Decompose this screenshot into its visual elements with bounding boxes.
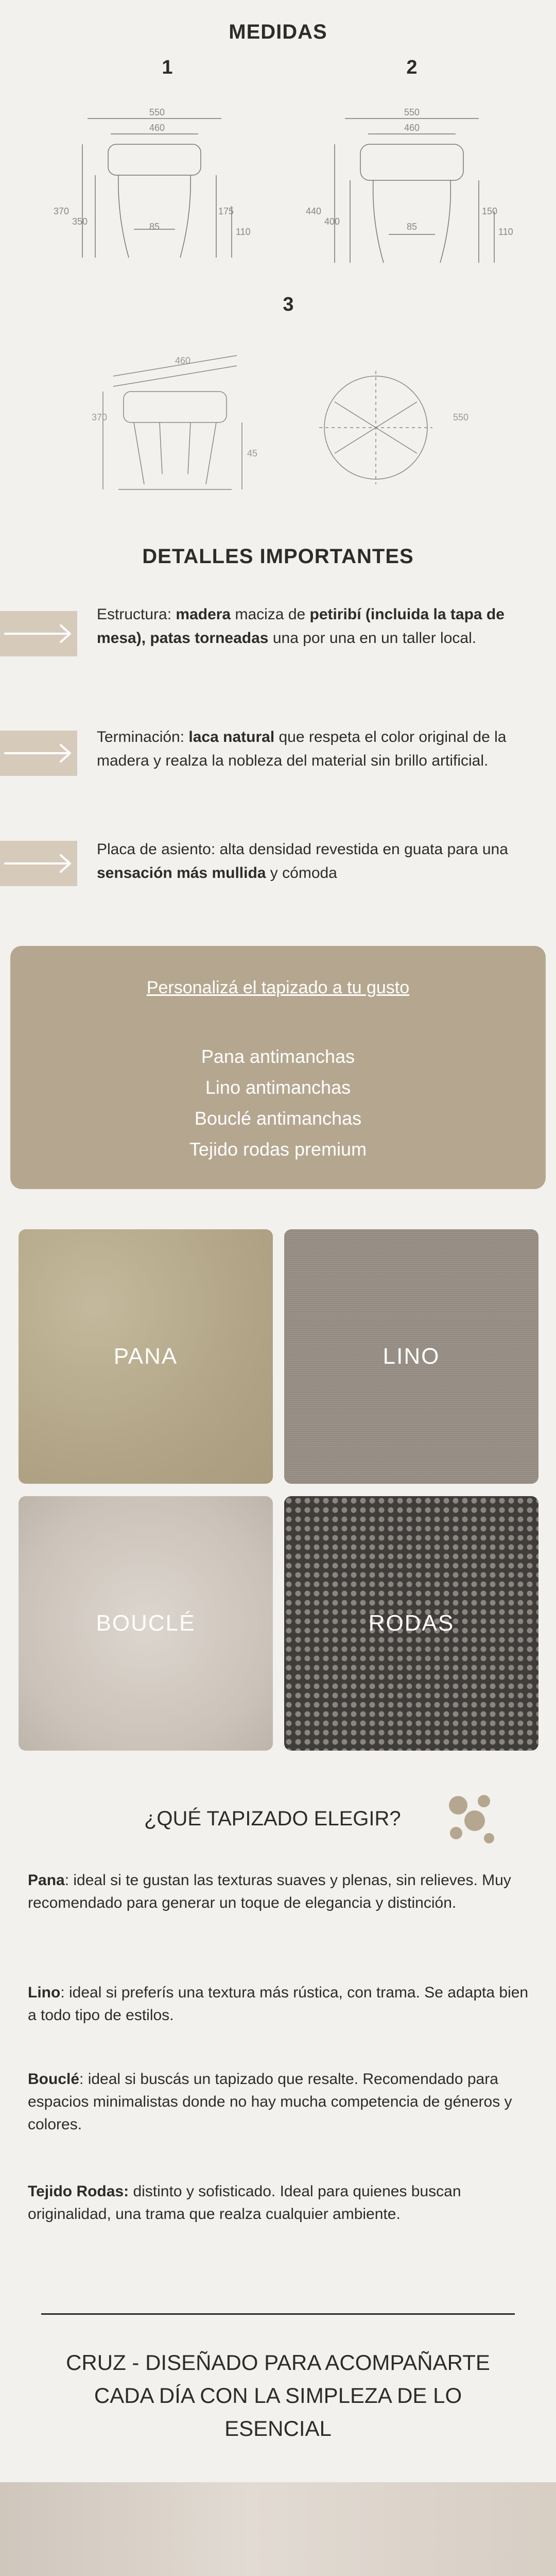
- personaliza-panel: [10, 946, 546, 1189]
- detail-arrow-3: [0, 841, 77, 886]
- d2-inner-width-label: 460: [404, 123, 420, 133]
- diagram-2-label: 2: [406, 57, 418, 78]
- d3-d-label: 550: [453, 412, 469, 422]
- diagram-3-label: 3: [283, 294, 294, 315]
- detalles-title: DETALLES IMPORTANTES: [142, 545, 414, 568]
- top-view-diagram: [309, 361, 453, 505]
- d3-b-label: 370: [92, 412, 108, 422]
- d1-width-label: 550: [149, 107, 165, 117]
- fabric-label-lino: LINO: [383, 1344, 440, 1369]
- fabric-swatch-rodas: [284, 1496, 538, 1751]
- detail-terminacion: Terminación: laca natural que respeta el color original de la madera y realza la nobleza del material sin brillo artificial.: [97, 728, 507, 769]
- detail-estructura: Estructura: madera maciza de petiribí (incluida la tapa de mesa), patas torneadas una por una en un taller local.: [97, 606, 505, 647]
- fabric-label-pana: PANA: [113, 1344, 178, 1369]
- medidas-title: MEDIDAS: [229, 21, 327, 43]
- d3-a-label: 460: [175, 355, 191, 366]
- d1-height2-label: 350: [72, 216, 88, 227]
- cruz-tagline-line1: CRUZ - DISEÑADO PARA ACOMPAÑARTE: [66, 2350, 490, 2375]
- d2-height3-label: 150: [482, 206, 498, 216]
- d2-height-label: 440: [306, 206, 322, 216]
- d1-height-label: 370: [54, 206, 70, 216]
- detail-arrow-2: [0, 731, 77, 776]
- elegir-rodas: Tejido Rodas: distinto y sofisticado. Ideal para quienes buscan originalidad, una trama que realza cualquier ambiente.: [28, 2183, 461, 2223]
- d1-height3-label: 175: [218, 206, 234, 216]
- d2-height2-label: 400: [324, 216, 340, 227]
- lifestyle-photo: [0, 2482, 556, 2576]
- d1-inner-width-label: 460: [149, 123, 165, 133]
- elegir-pana: Pana: ideal si te gustan las texturas suaves y plenas, sin relieves. Muy recomendado para generar un toque de elegancia y distinción.: [28, 1872, 511, 1911]
- cruz-tagline-line3: ESENCIAL: [224, 2416, 332, 2441]
- d2-depth-label: 85: [407, 222, 418, 232]
- d2-width-label: 550: [404, 107, 420, 117]
- detail-arrow-1: [0, 611, 77, 656]
- upholstery-option-lino: Lino antimanchas: [205, 1077, 351, 1098]
- upholstery-option-rodas: Tejido rodas premium: [189, 1139, 367, 1160]
- diagram-1-label: 1: [162, 57, 173, 78]
- d1-depth-label: 85: [149, 222, 160, 232]
- d3-c-label: 45: [247, 448, 258, 459]
- fabric-swatch-pana: [19, 1229, 273, 1484]
- cruz-tagline-line2: CADA DÍA CON LA SIMPLEZA DE LO: [94, 2383, 462, 2408]
- elegir-boucle: Bouclé: ideal si buscás un tapizado que resalte. Recomendado para espacios minimalistas donde no hay mucha competencia de géneros y colores.: [28, 2071, 512, 2133]
- fabric-swatch-boucle: [19, 1496, 273, 1751]
- palette-icon: [443, 1791, 499, 1850]
- upholstery-option-boucle: Bouclé antimanchas: [194, 1108, 362, 1129]
- upholstery-option-pana: Pana antimanchas: [201, 1046, 355, 1067]
- d2-height4-label: 110: [498, 227, 513, 237]
- elegir-title: ¿QUÉ TAPIZADO ELEGIR?: [144, 1807, 401, 1830]
- personaliza-title: Personalizá el tapizado a tu gusto: [146, 978, 410, 997]
- fabric-label-boucle: BOUCLÉ: [96, 1611, 196, 1636]
- d1-height4-label: 110: [236, 227, 251, 237]
- section-divider: [41, 2313, 515, 2315]
- fabric-swatch-lino: [284, 1229, 538, 1484]
- elegir-lino: Lino: ideal si preferís una textura más rústica, con trama. Se adapta bien a todo tipo de estilos.: [28, 1984, 529, 2024]
- detail-placa: Placa de asiento: alta densidad revestida en guata para una sensación más mullida y cómoda: [97, 841, 508, 882]
- fabric-label-rodas: RODAS: [368, 1611, 455, 1636]
